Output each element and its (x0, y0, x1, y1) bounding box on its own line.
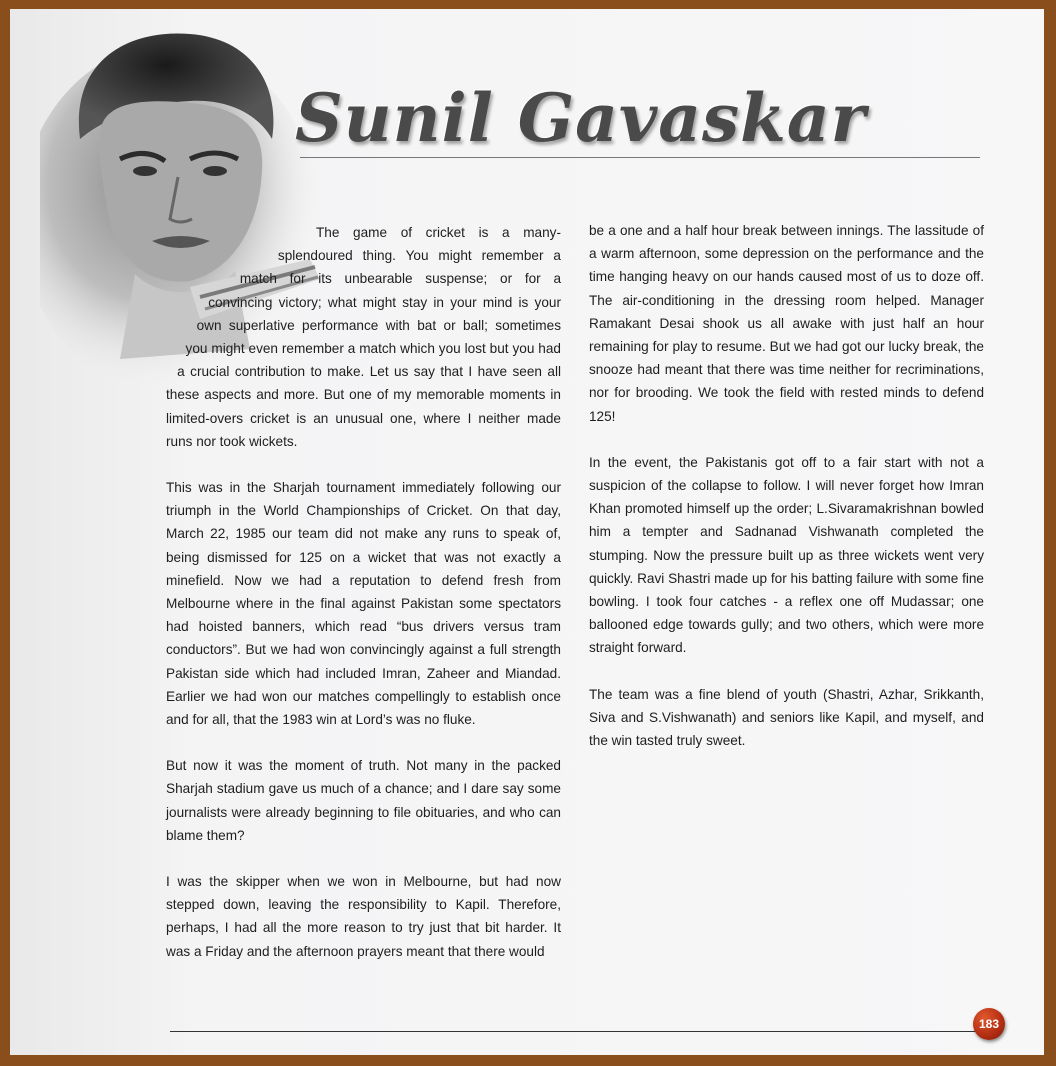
book-page (10, 9, 1044, 1055)
footer-divider (170, 1031, 990, 1032)
paragraph: The team was a fine blend of youth (Shastri, Azhar, Srikkanth, Siva and S.Vishwanath) and seniors like Kapil, and myself, and the win tasted truly sweet. (589, 686, 984, 749)
paragraph: be a one and a half hour break between innings. The lassitude of a warm afternoon, some depression on the performance and the time hanging heavy on our hands caused most of us to doze off. The air-conditioning in the dressing room helped. Manager Ramakant Desai shook us all awake with just half an hour remaining for play to resume. But we had got our lucky break, the snooze had meant that there was time neither for recriminations, nor for brooding. We took the field with rested minds to defend 125! (589, 223, 984, 424)
text-column-right (589, 219, 984, 775)
paragraph: The game of cricket is a many-splendoured thing. You might remember a match for its unbearable suspense; or for a convincing victory; what might stay in your mind is your own superlative performance with bat or ball; sometimes you might even remember a match which you lost but you had a crucial contribution to make. Let us say that I have seen all these aspects and more. But one of my memorable moments in limited-overs cricket is an unusual one, where I neither made runs nor took wickets. (166, 225, 561, 449)
page-title: Sunil Gavaskar (295, 79, 867, 157)
paragraph: This was in the Sharjah tournament immediately following our triumph in the World Championships of Cricket. On that day, March 22, 1985 our team did not make any runs to speak of, being dismissed for 125 on a wicket that was not exactly a minefield. Now we had a reputation to defend fresh from Melbourne where in the final against Pakistan some spectators had hoisted banners, which read “bus drivers versus tram conductors”. But we had won convincingly against a full strength Pakistan side which had included Imran, Zaheer and Miandad. Earlier we had won our matches compellingly to establish once and for all, that the 1983 win at Lord’s was no fluke. (166, 480, 561, 728)
text-column-left (166, 221, 561, 986)
page-number-badge: 183 (973, 1008, 1005, 1040)
title-divider (300, 157, 980, 158)
paragraph: In the event, the Pakistanis got off to a fair start with not a suspicion of the collapse to follow. I will never forget how Imran Khan promoted himself up the order; L.Sivaramakrishnan bowled him a tempter and Sadnanad Vishwanath completed the stumping. Now the pressure built up as three wickets went very quickly. Ravi Shastri made up for his batting failure with some fine bowling. I took four catches - a reflex one off Mudassar; one ballooned edge towards gully; and two others, which were more straight forward. (589, 454, 984, 656)
paragraph: I was the skipper when we won in Melbourne, but had now stepped down, leaving the responsibility to Kapil. Therefore, perhaps, I had all the more reason to try just that bit harder. It was a Friday and the afternoon prayers meant that there would (166, 874, 561, 959)
paragraph: But now it was the moment of truth. Not many in the packed Sharjah stadium gave us much of a chance; and I dare say some journalists were already beginning to file obituaries, and who can blame them? (166, 758, 561, 843)
